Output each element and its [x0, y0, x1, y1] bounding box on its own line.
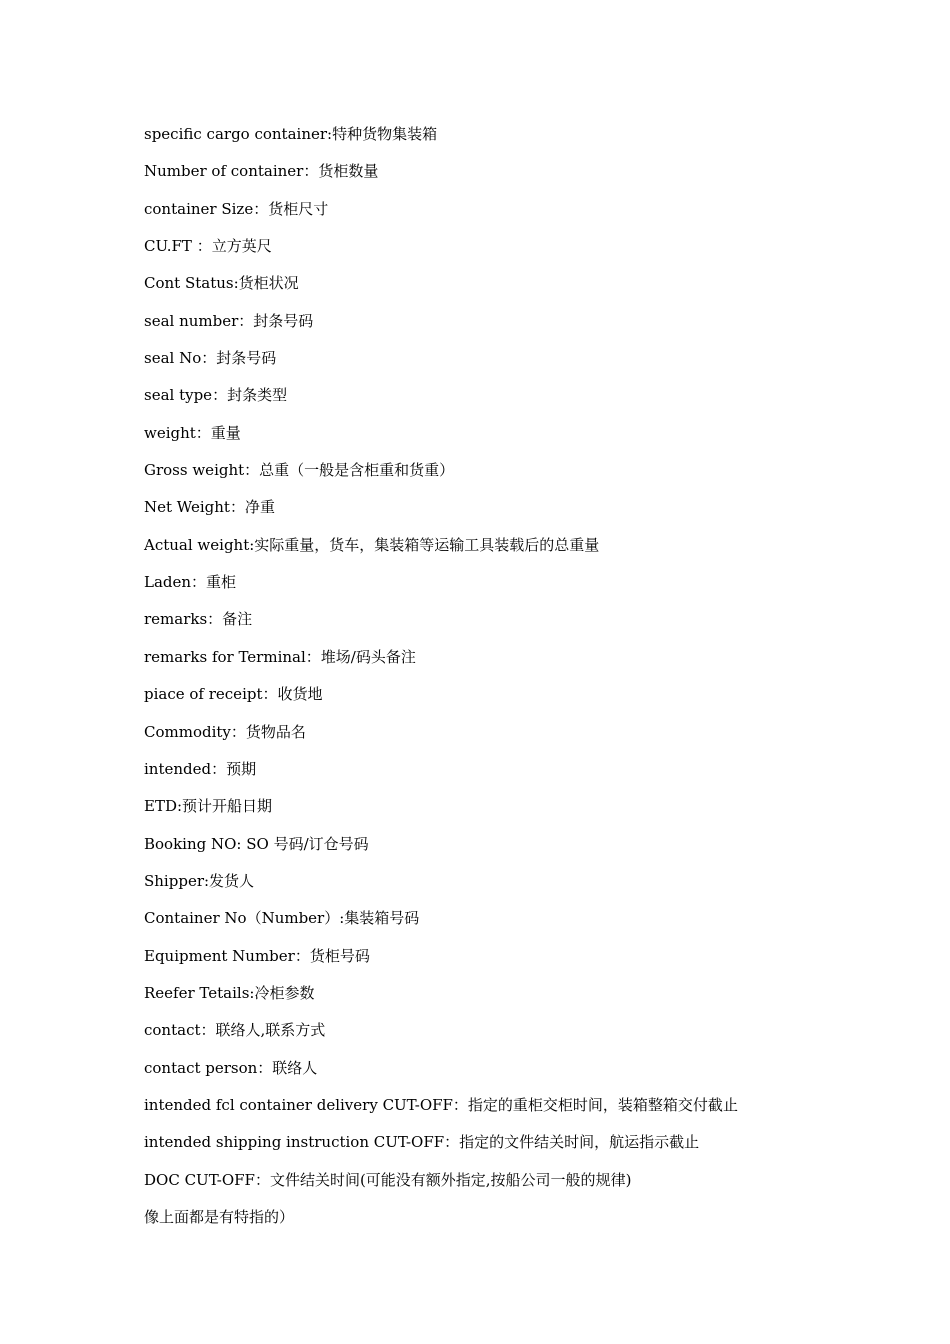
- glossary-entry: contact：联络人,联系方式: [144, 1021, 326, 1040]
- glossary-entry: remarks for Terminal：堆场/码头备注: [144, 647, 416, 666]
- glossary-entry: Container No（Number）:集装箱号码: [144, 909, 420, 928]
- glossary-entry: Shipper:发货人: [144, 871, 255, 890]
- glossary-entry: Number of container：货柜数量: [144, 162, 379, 181]
- glossary-entry: seal No：封条号码: [144, 349, 277, 368]
- glossary-entry: 像上面都是有特指的）: [144, 1207, 295, 1226]
- glossary-entry: remarks：备注: [144, 610, 253, 629]
- glossary-entry: Equipment Number：货柜号码: [144, 946, 370, 965]
- glossary-entry: weight：重量: [144, 423, 241, 442]
- glossary-entry: Commodity：货物品名: [144, 722, 306, 741]
- glossary-entry: CU.FT ：立方英尺: [144, 237, 272, 256]
- glossary-entry: seal type：封条类型: [144, 386, 288, 405]
- glossary-entry: Actual weight:实际重量，货车，集装箱等运输工具装载后的总重量: [144, 535, 600, 554]
- glossary-entry: Net Weight：净重: [144, 498, 275, 517]
- glossary-entry: Reefer Tetails:冷柜参数: [144, 983, 315, 1002]
- glossary-entry: ETD:预计开船日期: [144, 797, 273, 816]
- glossary-list: [144, 121, 924, 1230]
- glossary-entry: container Size：货柜尺寸: [144, 199, 329, 218]
- glossary-entry: piace of receipt：收货地: [144, 685, 323, 704]
- glossary-entry: Cont Status:货柜状况: [144, 274, 299, 293]
- glossary-entry: DOC CUT-OFF：文件结关时间(可能没有额外指定,按船公司一般的规律): [144, 1170, 632, 1189]
- glossary-entry: Laden：重柜: [144, 573, 237, 592]
- glossary-entry: contact person：联络人: [144, 1058, 318, 1077]
- glossary-entry: Booking NO: SO 号码/订仓号码: [144, 834, 369, 853]
- glossary-entry: seal number：封条号码: [144, 311, 314, 330]
- glossary-entry: intended fcl container delivery CUT-OFF：指定的重柜交柜时间，装箱整箱交付截止: [144, 1095, 738, 1114]
- glossary-entry: intended：预期: [144, 759, 257, 778]
- glossary-entry: specific cargo container:特种货物集装箱: [144, 125, 438, 143]
- glossary-entry: Gross weight：总重（一般是含柜重和货重）: [144, 461, 455, 480]
- glossary-entry: intended shipping instruction CUT-OFF：指定的文件结关时间，航运指示截止: [144, 1133, 700, 1152]
